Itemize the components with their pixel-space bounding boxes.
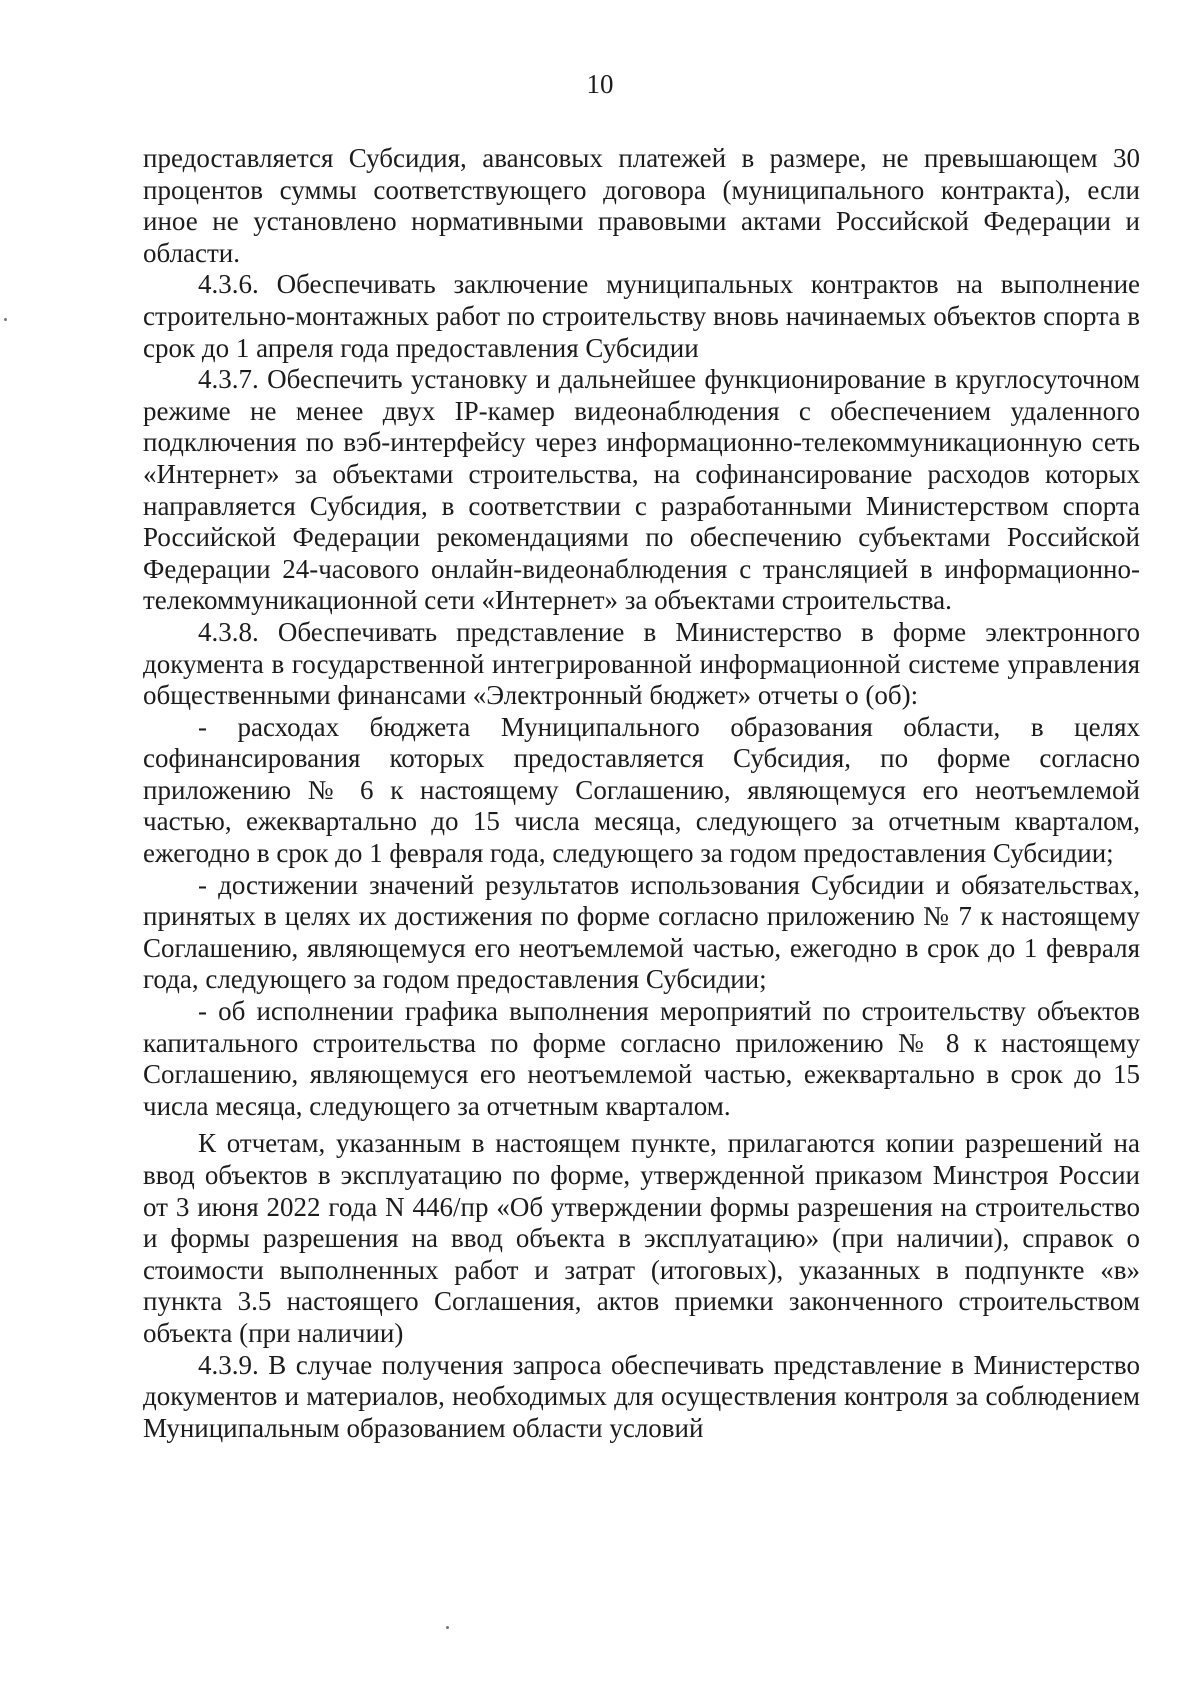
list-item-schedule-report: - об исполнении графика выполнения мероприятий по строительству объектов капитального строительства по форме согласно приложению № 8 к настоящему Соглашению, являющемуся его неотъемлемой частью, ежеквартально в срок до 15 числа месяца, следующего за отчетным кварталом.	[143, 996, 1140, 1121]
paragraph-4-3-6: 4.3.6. Обеспечивать заключение муниципальных контрактов на выполнение строительно-монтажных работ по строительству вновь начинаемых объектов спорта в срок до 1 апреля года предоставления Субсидии	[143, 269, 1140, 363]
list-item-expenses-report: - расходах бюджета Муниципального образования области, в целях софинансирования которых предоставляется Субсидия, по форме согласно приложению № 6 к настоящему Соглашению, являющемуся его неотъемлемой частью, ежеквартально до 15 числа месяца, следующего за отчетным кварталом, ежегодно в срок до 1 февраля года, следующего за годом предоставления Субсидии;	[143, 711, 1140, 869]
paragraph-4-3-7: 4.3.7. Обеспечить установку и дальнейшее функционирование в круглосуточном режиме не менее двух IP-камер видеонаблюдения с обеспечением удаленного подключения по вэб-интерфейсу через информационно-телекоммуникационную сеть «Интернет» за объектами строительства, на софинансирование расходов которых направляется Субсидия, в соответствии с разработанными Министерством спорта Российской Федерации рекомендациями по обеспечению субъектами Российской Федерации 24-часового онлайн-видеонаблюдения с трансляцией в информационно-телекоммуникационной сети «Интернет» за объектами строительства.	[143, 364, 1140, 616]
scan-speck	[446, 1626, 449, 1629]
paragraph-4-3-9: 4.3.9. В случае получения запроса обеспечивать представление в Министерство документов и материалов, необходимых для осуществления контроля за соблюдением Муниципальным образованием области условий	[143, 1349, 1140, 1443]
paragraph-4-3-8: 4.3.8. Обеспечивать представление в Министерство в форме электронного документа в государственной интегрированной информационной системе управления общественными финансами «Электронный бюджет» отчеты о (об):	[143, 616, 1140, 711]
document-body	[143, 143, 1140, 1444]
paragraph-report-attachments: К отчетам, указанным в настоящем пункте, прилагаются копии разрешений на ввод объектов в эксплуатацию по форме, утвержденной приказом Минстроя России от 3 июня 2022 года N 446/пр «Об утверждении формы разрешения на строительство и формы разрешения на ввод объекта в эксплуатацию» (при наличии), справок о стоимости выполненных работ и затрат (итоговых), указанных в подпункте «в» пункта 3.5 настоящего Соглашения, актов приемки законченного строительством объекта (при наличии)	[143, 1128, 1140, 1348]
paragraph-continuation: предоставляется Субсидия, авансовых платежей в размере, не превышающем 30 процентов суммы соответствующего договора (муниципального контракта), если иное не установлено нормативными правовыми актами Российской Федерации и области.	[143, 143, 1140, 268]
page-number: 10	[586, 69, 614, 99]
scan-speck	[4, 318, 7, 321]
list-item-results-report: - достижении значений результатов использования Субсидии и обязательствах, принятых в целях их достижения по форме согласно приложению № 7 к настоящему Соглашению, являющемуся его неотъемлемой частью, ежегодно в срок до 1 февраля года, следующего за годом предоставления Субсидии;	[143, 869, 1140, 995]
